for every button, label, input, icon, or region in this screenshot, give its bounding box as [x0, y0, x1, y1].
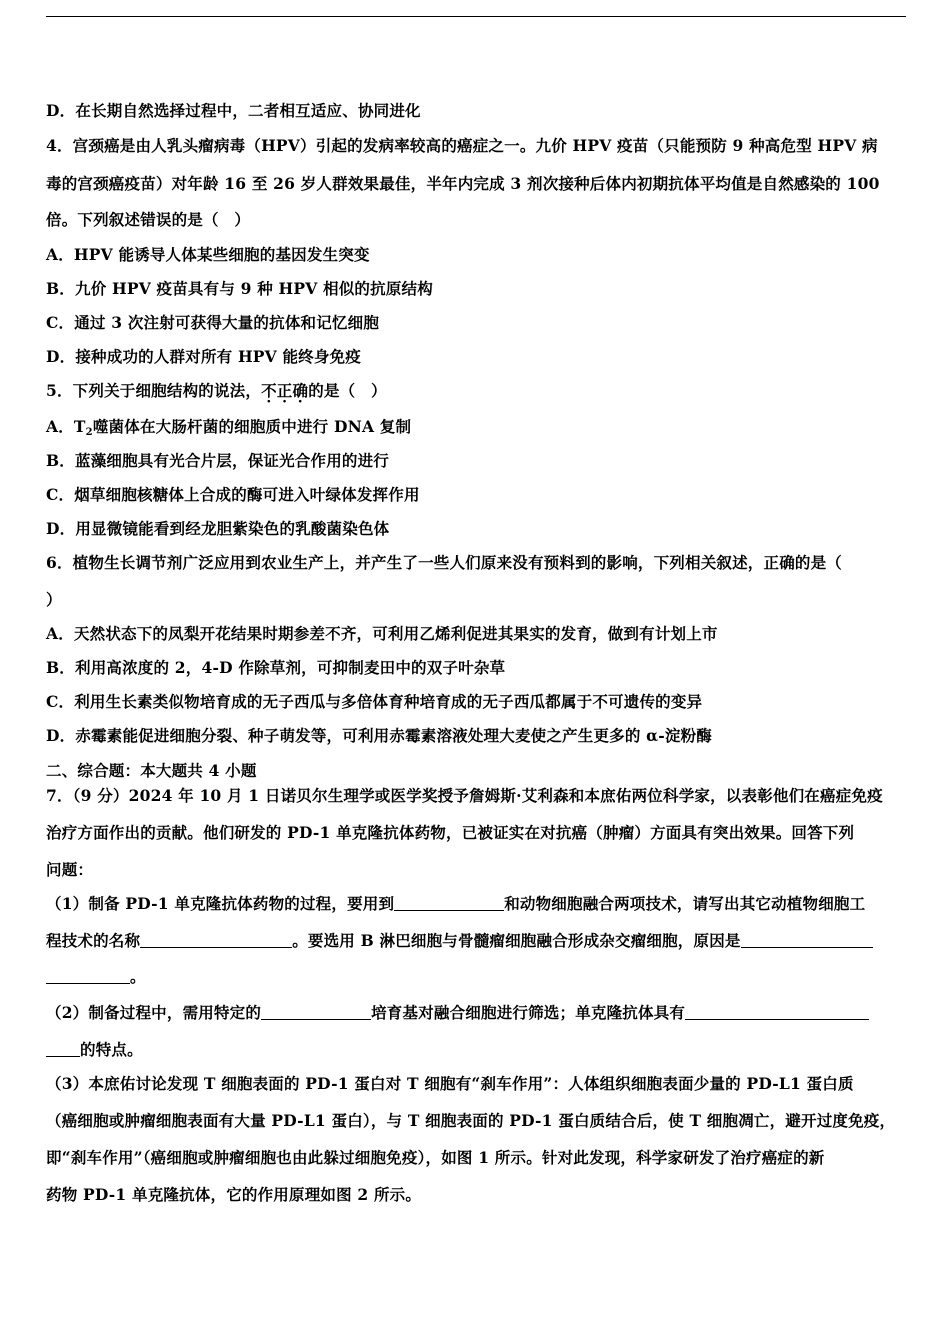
answer-blank[interactable]: [741, 932, 873, 948]
q7-stem-line-3: 问题：: [46, 860, 94, 879]
q7-part2-text: （2）制备过程中，需用特定的: [46, 1003, 262, 1022]
q7-stem-line-2: 治疗方面作出的贡献。他们研发的 PD-1 单克隆抗体药物，已被证实在对抗癌（肿瘤）方面具有突出效果。回答下列: [46, 823, 855, 842]
section-heading: 二、综合题：本大题共 4 小题: [46, 761, 257, 780]
subscript: 2: [85, 427, 93, 438]
answer-blank[interactable]: [46, 1041, 80, 1057]
q5-option-a-prefix: A．T: [46, 417, 86, 436]
answer-blank[interactable]: [394, 895, 504, 911]
header-rule: [46, 16, 906, 17]
q7-part3-line-2: （癌细胞或肿瘤细胞表面有大量 PD-L1 蛋白），与 T 细胞表面的 PD-1 蛋白质结合后，使 T 细胞凋亡，避开过度免疫，: [46, 1111, 896, 1130]
q6-option-d: D．赤霉素能促进细胞分裂、种子萌发等，可利用赤霉素溶液处理大麦使之产生更多的 α-淀粉酶: [46, 726, 713, 745]
q7-part3-line-1: （3）本庶佑讨论发现 T 细胞表面的 PD-1 蛋白对 T 细胞有“刹车作用”：人体组织细胞表面少量的 PD-L1 蛋白质: [46, 1074, 854, 1093]
q4-option-a: A．HPV 能诱导人体某些细胞的基因发生突变: [46, 245, 370, 264]
q5-option-d: D．用显微镜能看到经龙胆紫染色的乳酸菌染色体: [46, 519, 390, 538]
q7-part2-line-2: [46, 1040, 908, 1060]
q7-part3-line-4: 药物 PD-1 单克隆抗体，它的作用原理如图 2 所示。: [46, 1185, 422, 1204]
q4-stem-line-3: 倍。下列叙述错误的是（ ）: [46, 210, 251, 229]
answer-blank[interactable]: [140, 932, 292, 948]
q4-stem-line-2: 毒的宫颈癌疫苗）对年龄 16 至 26 岁人群效果最佳，半年内完成 3 剂次接种后体内初期抗体平均值是自然感染的 100: [46, 174, 880, 193]
answer-blank[interactable]: [261, 1004, 371, 1020]
q7-part3-line-3: 即“刹车作用”（癌细胞或肿瘤细胞也由此躲过细胞免疫），如图 1 所示。针对此发现，科学家研发了治疗癌症的新: [46, 1148, 825, 1167]
q7-part1-text: （1）制备 PD-1 单克隆抗体药物的过程，要用到: [46, 894, 395, 913]
q7-part2-line-1: [46, 1003, 908, 1023]
q5-option-a: [46, 417, 908, 443]
q7-stem-line-1: 7．（9 分）2024 年 10 月 1 日诺贝尔生理学或医学奖授予詹姆斯·艾利森和本庶佑两位科学家，以表彰他们在癌症免疫: [46, 786, 883, 805]
emphasis-char: 确: [292, 381, 309, 400]
q7-part1-text: 和动物细胞融合两项技术，请写出其它动植物细胞工: [504, 894, 866, 913]
q3-option-d: D．在长期自然选择过程中，二者相互适应、协同进化: [46, 101, 421, 120]
q5-stem-suffix: 的是（ ）: [308, 381, 387, 400]
q7-part1-text: 程技术的名称: [46, 931, 141, 950]
q7-part2-text: 培育基对融合细胞进行筛选；单克隆抗体具有: [371, 1003, 686, 1022]
answer-blank[interactable]: [685, 1004, 869, 1020]
q6-option-b: B．利用高浓度的 2，4-D 作除草剂，可抑制麦田中的双子叶杂草: [46, 658, 506, 677]
q7-part1-text: 。: [130, 967, 146, 986]
q7-part1-line-3: [46, 967, 908, 987]
q5-option-c: C．烟草细胞核糖体上合成的酶可进入叶绿体发挥作用: [46, 485, 420, 504]
q5-option-b: B．蓝藻细胞具有光合片层，保证光合作用的进行: [46, 451, 390, 470]
emphasis-char: 不: [261, 381, 277, 400]
q4-option-c: C．通过 3 次注射可获得大量的抗体和记忆细胞: [46, 313, 380, 332]
q4-option-b: B．九价 HPV 疫苗具有与 9 种 HPV 相似的抗原结构: [46, 279, 433, 298]
emphasis-char: 正: [276, 381, 293, 400]
q5-stem: [46, 381, 908, 401]
q5-option-a-text: 噬菌体在大肠杆菌的细胞质中进行 DNA 复制: [92, 417, 412, 436]
q7-part1-line-1: [46, 894, 908, 914]
q7-part2-text: 的特点。: [80, 1040, 143, 1059]
q4-option-d: D．接种成功的人群对所有 HPV 能终身免疫: [46, 347, 361, 366]
q4-stem-line-1: 4．宫颈癌是由人乳头瘤病毒（HPV）引起的发病率较高的癌症之一。九价 HPV 疫苗（只能预防 9 种高危型 HPV 病: [46, 136, 878, 155]
q6-stem-line-1: 6．植物生长调节剂广泛应用到农业生产上，并产生了一些人们原来没有预料到的影响，下列相关叙述，正确的是（: [46, 553, 842, 572]
answer-blank[interactable]: [46, 968, 130, 984]
q7-part1-text: 。要选用 B 淋巴细胞与骨髓瘤细胞融合形成杂交瘤细胞，原因是: [292, 931, 741, 950]
q6-option-a: A．天然状态下的凤梨开花结果时期参差不齐，可利用乙烯利促进其果实的发育，做到有计划上市: [46, 624, 718, 643]
q5-stem-prefix: 5．下列关于细胞结构的说法，: [46, 381, 262, 400]
q7-part1-line-2: [46, 931, 908, 951]
q6-option-c: C．利用生长素类似物培育成的无子西瓜与多倍体育种培育成的无子西瓜都属于不可遗传的变异: [46, 692, 703, 711]
q6-stem-line-2: ）: [46, 590, 62, 609]
